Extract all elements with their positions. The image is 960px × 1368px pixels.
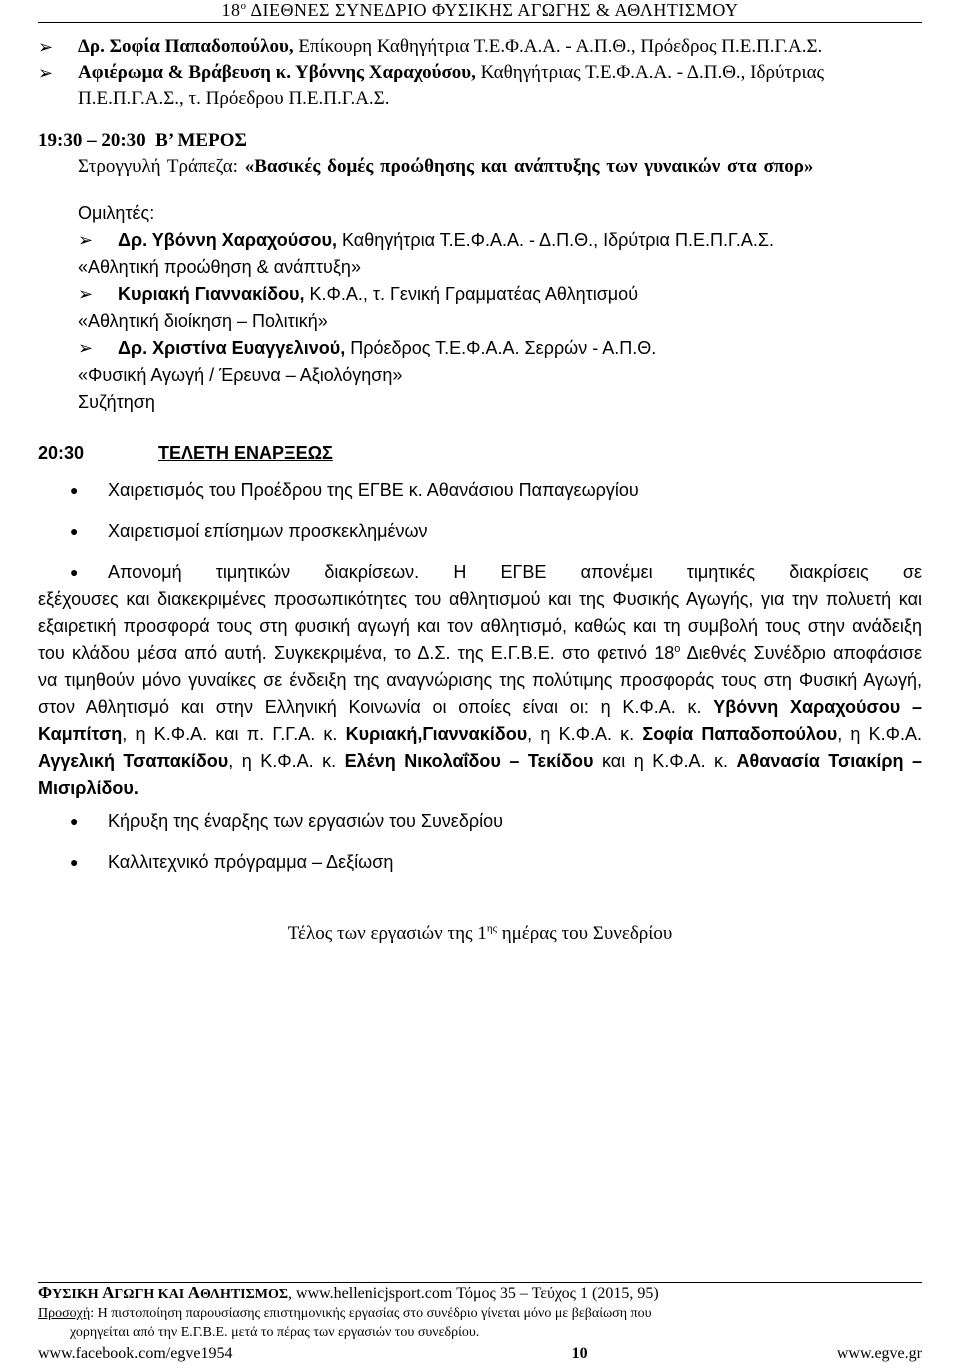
speaker-item — [78, 335, 922, 362]
speaker-item — [78, 227, 922, 254]
opening-item: ● Καλλιτεχνικό πρόγραμμα – Δεξίωση — [38, 849, 922, 876]
dot-bullet-icon: ● — [70, 854, 79, 870]
facebook-link[interactable]: www.facebook.com/egve1954 — [38, 1345, 233, 1362]
intro-name: Αφιέρωμα & Βράβευση κ. Υβόννης Χαραχούσου, — [78, 62, 476, 83]
speaker-topic: «Φυσική Αγωγή / Έρευνα – Αξιολόγηση» — [78, 365, 403, 385]
honoree: Σοφία Παπαδοπούλου — [642, 724, 838, 744]
speaker-name: Κυριακή Γιαννακίδου, — [118, 284, 305, 304]
session-b-time: 19:30 – 20:30 — [38, 130, 146, 151]
awards-lead: Απονομή τιμητικών διακρίσεων. Η ΕΓΒΕ απονέμει τιμητικές διακρίσεις σε — [108, 562, 922, 582]
header-title: ΔΙΕΘΝΕΣ ΣΥΝΕΔΡΙΟ ΦΥΣΙΚΗΣ ΑΓΩΓΗΣ & ΑΘΛΗΤΙΣΜΟΥ — [246, 0, 739, 20]
header-ordinal: ο — [240, 0, 247, 12]
dot-bullet-icon: ● — [70, 482, 79, 498]
roundtable — [38, 154, 922, 180]
page-footer — [38, 1283, 922, 1363]
speaker-topic: «Αθλητική προώθηση & ανάπτυξη» — [78, 257, 361, 277]
opening-item: ● Χαιρετισμός του Προέδρου της ΕΓΒΕ κ. Αθανάσιου Παπαγεωργίου — [38, 477, 922, 504]
opening-item: ● Κήρυξη της έναρξης των εργασιών του Συνεδρίου — [38, 808, 922, 835]
honoree: Αθανασία Τσιακίρη – Μισιρλίδου. — [38, 751, 922, 798]
speaker-item — [78, 281, 922, 308]
honoree: Ελένη Νικολαΐδου – Τεκίδου — [344, 751, 594, 771]
intro-item — [38, 60, 922, 112]
footer-journal: ΦΥΣΙΚΗ ΑΓΩΓΗ ΚΑΙ ΑΘΛΗΤΙΣΜΟΣ, www.hellenicjsport.com Τόμος 35 – Τεύχος 1 (2015, 95) — [38, 1283, 659, 1302]
roundtable-prefix: Στρογγυλή Τράπεζα: — [78, 156, 245, 177]
speaker-name: Δρ. Υβόννη Χαραχούσου, — [118, 230, 337, 250]
site-link[interactable]: www.egve.gr — [836, 1345, 922, 1362]
dot-bullet-icon: ● — [70, 813, 79, 829]
speaker-role: Πρόεδρος Τ.Ε.Φ.Α.Α. Σερρών - Α.Π.Θ. — [345, 338, 657, 358]
dot-bullet-icon: ● — [70, 564, 79, 580]
arrow-bullet-icon: ➢ — [78, 338, 94, 358]
running-header — [0, 0, 960, 20]
discussion: Συζήτηση — [78, 392, 155, 412]
honoree: Αγγελική Τσαπακίδου — [38, 751, 229, 771]
footer-notice-2: χορηγείται από την Ε.Γ.Β.Ε. μετά το πέρας των εργασιών του συνεδρίου. — [70, 1325, 480, 1340]
speaker-topic: «Αθλητική διοίκηση – Πολιτική» — [78, 311, 328, 331]
session-b-heading — [38, 128, 922, 154]
awards-paragraph: εξέχουσες και διακεκριμένες προσωπικότητες του αθλητισμού και της Φυσικής Αγωγής, για την πολυετή και εξαιρετική προσφορά τους στη φυσική αγωγή και τον αθλητισμό, καθώς και τη συμβολή τους στην ανάδειξη του κλάδου μέσα από αυτή. Συγκεκριμένα, το Δ.Σ. της Ε.Γ.Β.Ε. στο φετινό $18^o$ Διεθνές Συνέδριο αποφάσισε να τιμηθούν μόνο γυναίκες σε ένδειξη της αναγνώρισης της πολύτιμης προσφοράς τους στη Φυσική Αγωγή, στον Αθλητισμό και στην Ελληνική Κοινωνία οι οποίες είναι οι: η Κ.Φ.Α. κ. Υβόννη Χαραχούσου – Καμπίτση, η Κ.Φ.Α. και π. Γ.Γ.Α. κ. Κυριακή,Γιαννακίδου, η Κ.Φ.Α. κ. Σοφία Παπαδοπούλου, η Κ.Φ.Α. Αγγελική Τσαπακίδου, η Κ.Φ.Α. κ. Ελένη Νικολαΐδου – Τεκίδου και η Κ.Φ.Α. κ. Αθανασία Τσιακίρη – Μισιρλίδου. — [38, 589, 923, 798]
opening-time: 20:30 — [38, 443, 85, 463]
speaker-name: Δρ. Χριστίνα Ευαγγελινού, — [118, 338, 346, 358]
arrow-bullet-icon: ➢ — [78, 230, 94, 250]
session-b-part: Β’ ΜΕΡΟΣ — [155, 130, 247, 151]
page-number: 10 — [571, 1345, 588, 1362]
arrow-bullet-icon: ➢ — [38, 37, 54, 57]
honoree: Υβόννη Χαραχούσου – Καμπίτση — [38, 697, 922, 744]
intro-name: Δρ. Σοφία Παπαδοπούλου, — [78, 36, 294, 57]
intro-role: Επίκουρη Καθηγήτρια Τ.Ε.Φ.Α.Α. - Α.Π.Θ., Πρόεδρος Π.Ε.Π.Γ.Α.Σ. — [293, 36, 823, 57]
opening-heading — [38, 440, 922, 467]
speaker-role: Κ.Φ.Α., τ. Γενική Γραμματέας Αθλητισμού — [304, 284, 639, 304]
header-rule — [38, 22, 922, 23]
roundtable-title: «Βασικές δομές προώθησης και ανάπτυξης των γυναικών στα σπορ» — [244, 156, 814, 177]
opening-item: ● Χαιρετισμοί επίσημων προσκεκλημένων — [38, 518, 922, 545]
speakers-label: Ομιλητές: — [78, 203, 155, 223]
footer-bottom-line — [38, 1344, 922, 1363]
page-body — [38, 34, 922, 947]
speaker-role: Καθηγήτρια Τ.Ε.Φ.Α.Α. - Δ.Π.Θ., Ιδρύτρια Π.Ε.Π.Γ.Α.Σ. — [337, 230, 775, 250]
honoree: Κυριακή,Γιαννακίδου — [345, 724, 528, 744]
intro-role: Καθηγήτριας Τ.Ε.Φ.Α.Α. - Δ.Π.Θ., Ιδρύτριας Π.Ε.Π.Γ.Α.Σ., τ. Πρόεδρου Π.Ε.Π.Γ.Α.Σ. — [78, 62, 825, 109]
dot-bullet-icon: ● — [70, 523, 79, 539]
awards-item — [38, 559, 922, 586]
intro-item — [38, 34, 922, 60]
closing-line: Τέλος των εργασιών της $1^{\eta\varsigma}$ ημέρας του Συνεδρίου — [287, 922, 673, 944]
opening-title: ΤΕΛΕΤΗ ΕΝΑΡΞΕΩΣ — [158, 443, 333, 463]
arrow-bullet-icon: ➢ — [78, 284, 94, 304]
notice-label: Προσοχή — [38, 1306, 91, 1321]
footer-notice: Προσοχή: Η πιστοποίηση παρουσίασης επιστημονικής εργασίας στο συνέδριο γίνεται μόνο με βεβαίωση που — [38, 1306, 652, 1321]
arrow-bullet-icon: ➢ — [38, 63, 54, 83]
header-number: 18 — [221, 0, 241, 20]
